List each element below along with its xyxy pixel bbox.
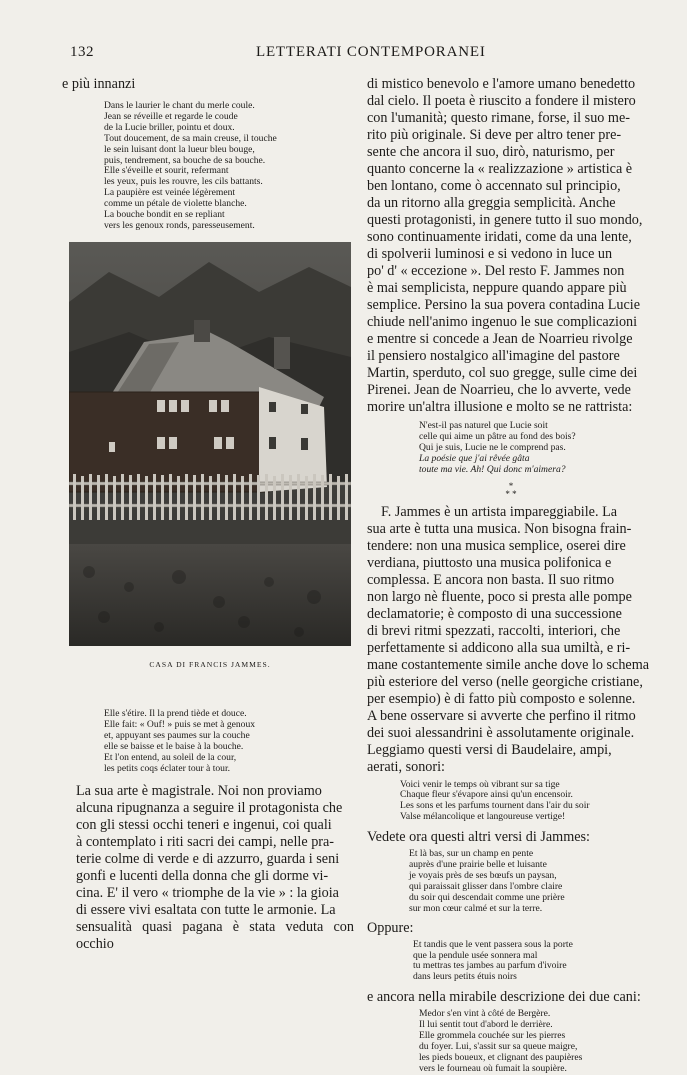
verse-block-1 [104, 101, 354, 232]
paragraph-right-3: Vedete ora questi altri versi di Jammes: [367, 829, 590, 846]
text-line: con gli stessi occhi teneri e ingenui, coi quali [76, 817, 332, 834]
verse-line: Il lui sentit tout d'abord le derrière. [419, 1019, 553, 1031]
verse-line: sur mon cœur calmé et sur la terre. [409, 902, 543, 914]
paragraph-right-5: e ancora nella mirabile descrizione dei due cani: [367, 989, 641, 1006]
text-line: più esteriore del verso (nelle georgiche cristiane, [367, 673, 643, 690]
text-line: dei suoi alessandrini è assolutamente originale. [367, 724, 635, 741]
text-line: di spolverii luminosi e si vedono in luce un [367, 246, 613, 262]
house-photo-illustration [69, 242, 351, 646]
text-line: ben lontano, come ò accennato sul principio, [367, 178, 621, 194]
text-line: sente che ancora il suo, dirò, naturismo, per [367, 144, 615, 160]
verse-line: Tout doucement, de sa main creuse, il touche [104, 132, 277, 144]
verse-line: comme un pétale de violette blanche. [104, 198, 247, 210]
verse-line: N'est-il pas naturel que Lucie soit [419, 420, 548, 431]
text-line: semplice. Persino la sua povera contadina Lucie [367, 297, 641, 313]
verse-line: La paupière est veinée légèrement [104, 187, 236, 199]
verse-line: de la Lucie briller, pointu et doux. [104, 121, 235, 133]
verse-line: auprès d'une prairie belle et luisante [409, 859, 547, 871]
text-line: Martin, sperduto, col suo gregge, sulle cime dei [367, 365, 638, 381]
text-line: La sua arte è magistrale. Noi non proviamo [76, 783, 322, 800]
text-line: Leggiamo questi versi di Baudelaire, ampi, [367, 741, 612, 758]
verse-line: Jean se réveille et regarde le coude [104, 110, 238, 122]
photo-caption: CASA DI FRANCIS JAMMES. [149, 660, 271, 669]
text-line: Pirenei. Jean de Noarrieu, che lo avverte, vede [367, 382, 631, 398]
verse-line: je voyais près de ses bœufs un paysan, [409, 869, 557, 881]
text-line: gonfi e lucenti della donna che gli dorme vi- [76, 868, 329, 885]
text-line: il pensiero nostalgico all'imagine del pastore [367, 348, 620, 364]
verse-line: vers les genoux ronds, paresseusement. [104, 219, 255, 231]
text-line: cina. E' il vero « triomphe de la vie » : la gioia [76, 885, 339, 902]
verse-line: dans leurs petits étuis noirs [413, 971, 517, 983]
verse-line: Qui je suis, Lucie ne le comprend pas. [419, 441, 566, 453]
text-line: à contemplato i riti sacri dei campi, nelle pra- [76, 834, 335, 851]
page-header [70, 44, 630, 64]
verse-block-5 [409, 849, 655, 914]
text-line: alcuna ripugnanza a seguire il protagonista che [76, 800, 343, 817]
verse-block-6 [413, 940, 655, 984]
verse-line: Medor s'en vint à côté de Bergère. [419, 1008, 551, 1020]
text-line: da un ritorno alla greggia semplicità. Anche [367, 195, 616, 211]
text-line: morire un'altra illusione e molto se ne rattrista: [367, 399, 633, 415]
verse-line: les pieds boueux, et clignant des paupières [419, 1051, 583, 1063]
paragraph-left [76, 783, 354, 953]
text-line: di essere vivi esaltata con tutte le armonie. La [76, 902, 336, 919]
text-line: A bene osservare si avverte che perfino il ritmo [367, 707, 636, 724]
paragraph-right-1 [367, 76, 655, 416]
verse-line: Chaque fleur s'évapore ainsi qu'un encensoir. [400, 789, 573, 801]
text-line: non largo nè fluente, poco si presta alle pompe [367, 588, 632, 605]
right-column [367, 76, 655, 1075]
verse-line: Et là bas, sur un champ en pente [409, 848, 534, 860]
text-line: po' d' « eccezione ». Del resto F. Jammes non [367, 263, 625, 279]
text-line: questi protagonisti, in genere tutto il suo mondo, [367, 212, 643, 228]
verse-line: Et tandis que le vent passera sous la porte [413, 938, 573, 950]
text-line: terie colme di verde e di azzurro, guarda i seni [76, 851, 340, 868]
verse-block-4 [400, 780, 655, 824]
text-line: rito più originale. Si deve per altro tener pre- [367, 127, 622, 143]
text-line: complessa. E ancora non basta. Il suo ritmo [367, 571, 615, 588]
verse-block-7 [419, 1009, 655, 1074]
verse-line: La bouche bondit en se repliant [104, 209, 225, 221]
verse-line: le sein luisant dont la lueur bleu bouge, [104, 143, 255, 155]
text-line: verdiana, piuttosto una musica polifonica e [367, 554, 612, 571]
text-line: perfettamente si addicono alla sua umiltà, e ri- [367, 639, 631, 656]
verse-block-3 [419, 421, 655, 476]
paragraph-right-2 [367, 504, 655, 776]
verse-line: tu mettras tes jambes au parfum d'ivoire [413, 960, 567, 972]
verse-line: et, appuyant ses paumes sur la couche [104, 729, 250, 741]
verse-line: Valse mélancolique et langoureuse vertige! [400, 811, 566, 823]
verse-line: les petits coqs éclater tour à tour. [104, 762, 231, 774]
text-line: chiude nell'animo ingenuo le sue complicazioni [367, 314, 638, 330]
text-line: F. Jammes è un artista impareggiabile. La [381, 503, 618, 520]
text-line: è mai semplicista, neppure quando appare più [367, 280, 627, 296]
text-line: sono continuamente iridati, come da una lente, [367, 229, 632, 245]
text-line: tendere: non una musica semplice, oserei dire [367, 537, 626, 554]
verse-line: celle qui aime un pâtre au fond des bois? [419, 430, 576, 442]
text-line: quanto concerne la « realizzazione » artistica è [367, 161, 633, 177]
text-line: dal cielo. Il poeta è riuscito a fondere il mistero [367, 93, 636, 109]
text-line: sua arte è tutta una musica. Non bisogna frain- [367, 520, 632, 537]
left-column [64, 76, 354, 232]
verse-line: du foyer. Lui, s'assit sur sa queue maigre, [419, 1040, 578, 1052]
text-line: con l'umanità; questo rimane, forse, il suo me- [367, 110, 630, 126]
verse-line-italic: toute ma vie. Ah! Qui donc m'aimera? [419, 463, 566, 475]
separator-stars: * * [505, 488, 517, 499]
verse-line: les yeux, puis les rouvre, les cils battants. [104, 176, 263, 188]
verse-line: Les sons et les parfums tournent dans l'air du soir [400, 800, 590, 812]
text-line: sensualità quasi pagana è stata veduta con occhio [76, 919, 354, 953]
separator-star: * [508, 480, 514, 491]
intro-line: e più innanzi [62, 76, 136, 92]
verse-line: Dans le laurier le chant du merle coule. [104, 100, 255, 111]
verse-line: Elle grommela couchée sur les pierres [419, 1030, 566, 1042]
text-line: declamatorie; è composto di una successione [367, 605, 622, 622]
text-line: di mistico benevolo e l'amore umano benedetto [367, 76, 636, 92]
verse-line-italic: La poésie que j'ai rêvée gâta [419, 452, 530, 464]
house-photograph [69, 242, 351, 646]
running-title: LETTERATI CONTEMPORANEI [256, 44, 486, 60]
left-column-lower [64, 709, 354, 953]
verse-line: Elle fait: « Ouf! » puis se met à genoux [104, 718, 256, 730]
verse-line: puis, tendrement, sa bouche de sa bouche. [104, 154, 266, 166]
verse-line: Elle s'éveille et sourit, refermant [104, 165, 229, 177]
verse-line: qui paraissait glisser dans l'ombre claire [409, 880, 563, 892]
verse-line: du soir qui descendait comme une prière [409, 891, 565, 903]
verse-line: elle se baisse et le baise à la bouche. [104, 740, 244, 752]
verse-line: Elle s'étire. Il la prend tiède et douce. [104, 708, 247, 719]
page-number: 132 [70, 44, 94, 60]
verse-line: Voici venir le temps où vibrant sur sa tige [400, 778, 560, 790]
verse-line: que la pendule usée sonnera mal [413, 949, 538, 961]
text-line: mane costantemente simile anche dove lo schema [367, 656, 650, 673]
paragraph-right-4: Oppure: [367, 919, 414, 936]
section-separator [367, 482, 655, 498]
text-line: aerati, sonori: [367, 758, 446, 775]
verse-line: vers le fourneau où fumait la soupière. [419, 1062, 567, 1074]
verse-line: Et l'on entend, au soleil de la cour, [104, 751, 237, 763]
text-line: di brevi ritmi spezzati, raccolti, interiori, che [367, 622, 621, 639]
verse-block-2 [104, 709, 354, 774]
text-line: per esempio) è di fatto più composto e solenne. [367, 690, 636, 707]
text-line: e mentre si concede a Jean de Noarrieu rivolge [367, 331, 633, 347]
